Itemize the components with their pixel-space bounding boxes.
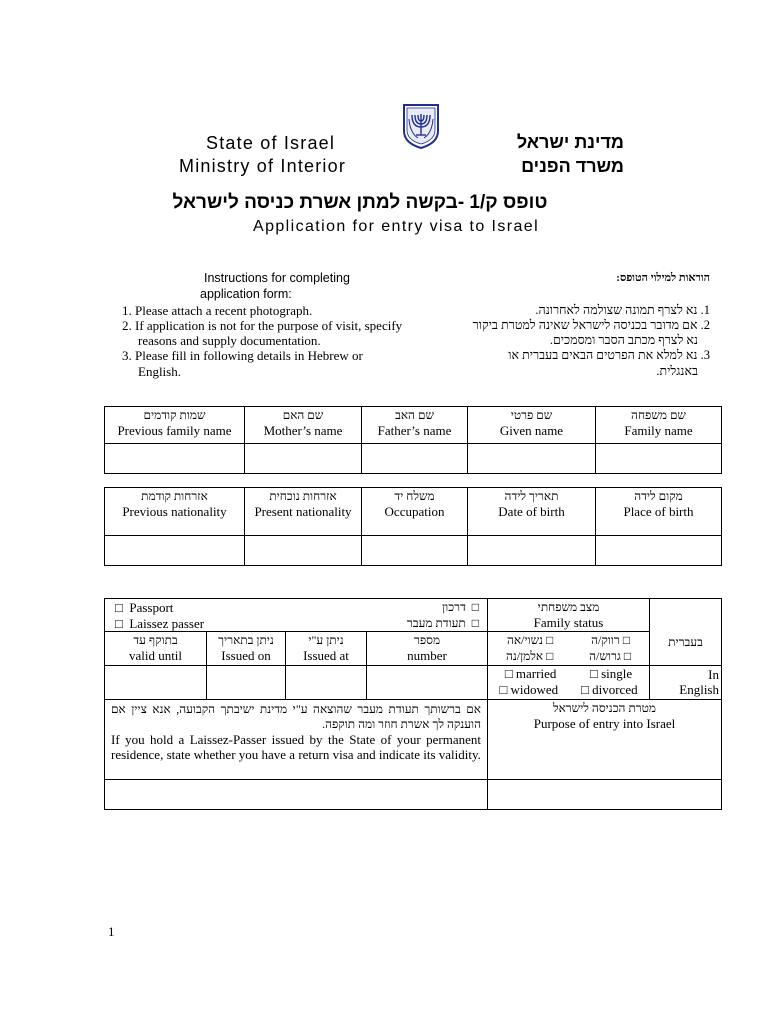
header-previous-nationality: אזרחות קודמת Previous nationality bbox=[105, 488, 245, 536]
single-checkbox-he[interactable]: □ רווק/ה bbox=[591, 633, 631, 647]
instruction-he-3: 3. נא למלא את הפרטים הבאים בעברית או bbox=[508, 348, 710, 362]
valid-until-field[interactable] bbox=[105, 666, 207, 700]
page-number: 1 bbox=[108, 924, 115, 939]
divorced-checkbox-he[interactable]: □ גרוש/ה bbox=[589, 649, 632, 663]
form-title-english: Application for entry visa to Israel bbox=[253, 218, 540, 235]
instruction-en-3b: English. bbox=[138, 364, 181, 379]
given-name-field[interactable] bbox=[468, 444, 596, 474]
header-occupation: משלח יד Occupation bbox=[362, 488, 468, 536]
nationality-table bbox=[104, 487, 722, 566]
occupation-field[interactable] bbox=[362, 536, 468, 566]
state-name-en: State of Israel bbox=[206, 133, 336, 153]
laissez-passer-checkbox[interactable]: □ Laissez passer bbox=[115, 616, 205, 631]
in-english-label: In English bbox=[650, 666, 722, 700]
passport-checkbox-he[interactable]: □ דרכון bbox=[442, 600, 479, 614]
issued-on-header: ניתן בתאריך Issued on bbox=[207, 632, 286, 666]
instruction-en-3: 3. Please fill in following details in Hebrew or bbox=[122, 348, 363, 363]
instructions-heading-en-2: application form: bbox=[200, 287, 292, 301]
header-family-name: שם משפחה Family name bbox=[596, 407, 722, 444]
widowed-checkbox[interactable]: □ widowed bbox=[499, 682, 559, 697]
header-present-nationality: אזרחות נוכחית Present nationality bbox=[245, 488, 362, 536]
number-field[interactable] bbox=[367, 666, 488, 700]
instructions-heading-en: Instructions for completing bbox=[204, 271, 350, 285]
number-header: מספר number bbox=[367, 632, 488, 666]
names-table bbox=[104, 406, 722, 474]
purpose-of-entry-field[interactable] bbox=[488, 780, 722, 810]
document-type-cell bbox=[105, 599, 488, 632]
laissez-passer-checkbox-he[interactable]: □ תעודת מעבר bbox=[406, 616, 479, 630]
header-previous-family-name: שמות קודמים Previous family name bbox=[105, 407, 245, 444]
header-date-of-birth: תאריך לידה Date of birth bbox=[468, 488, 596, 536]
issued-at-header: ניתן ע"י Issued at bbox=[286, 632, 367, 666]
instruction-he-2: 2. אם מדובר בכניסה לישראל שאינה למטרת ביקור bbox=[472, 318, 710, 332]
family-status-header: מצב משפחתי Family status bbox=[488, 599, 650, 632]
menorah-emblem-icon bbox=[401, 103, 441, 149]
issued-on-field[interactable] bbox=[207, 666, 286, 700]
widowed-checkbox-he[interactable]: □ אלמן/נה bbox=[505, 649, 554, 663]
family-status-options-he bbox=[488, 632, 650, 666]
family-status-options-en bbox=[488, 666, 650, 700]
issued-at-field[interactable] bbox=[286, 666, 367, 700]
valid-until-header: בתוקף עד valid until bbox=[105, 632, 207, 666]
purpose-of-entry-header: מטרת הכניסה לישראל Purpose of entry into Israel bbox=[488, 700, 722, 780]
divorced-checkbox[interactable]: □ divorced bbox=[581, 682, 638, 697]
header-place-of-birth: מקום לידה Place of birth bbox=[596, 488, 722, 536]
form-title-hebrew: טופס ק/1 -בקשה למתן אשרת כניסה לישראל bbox=[172, 192, 548, 213]
state-name-he: מדינת ישראל bbox=[516, 132, 624, 152]
in-hebrew-label: בעברית bbox=[650, 599, 722, 666]
instruction-he-2b: נא לצרף מכתב הסבר ומסמכים. bbox=[549, 333, 698, 347]
passport-checkbox[interactable]: □ Passport bbox=[115, 600, 174, 615]
married-checkbox[interactable]: □ married bbox=[504, 666, 557, 681]
header-given-name: שם פרטי Given name bbox=[468, 407, 596, 444]
fathers-name-field[interactable] bbox=[362, 444, 468, 474]
instructions-heading-he: הוראות למילוי הטופס: bbox=[616, 272, 710, 284]
header-mothers-name: שם האם Mother’s name bbox=[245, 407, 362, 444]
date-of-birth-field[interactable] bbox=[468, 536, 596, 566]
instruction-en-2: 2. If application is not for the purpose of visit, specify bbox=[122, 318, 403, 333]
instruction-he-1: 1. נא לצרף תמונה שצולמה לאחרונה. bbox=[535, 303, 710, 317]
present-nationality-field[interactable] bbox=[245, 536, 362, 566]
previous-nationality-field[interactable] bbox=[105, 536, 245, 566]
mothers-name-field[interactable] bbox=[245, 444, 362, 474]
family-name-field[interactable] bbox=[596, 444, 722, 474]
previous-family-name-field[interactable] bbox=[105, 444, 245, 474]
return-visa-field[interactable] bbox=[105, 780, 488, 810]
place-of-birth-field[interactable] bbox=[596, 536, 722, 566]
laissez-passer-note: אם ברשותך תעודת מעבר שהוצאה ע"י מדינת ישיבתך הקבועה, אנא ציין אם הוענקה לך אשרת חוזר ומה תוקפה. If you hold a Laissez-Passer issued by the State of your permanent residence, state whether you have a return visa and indicate its validity. bbox=[105, 700, 488, 780]
single-checkbox[interactable]: □ single bbox=[589, 666, 633, 681]
married-checkbox-he[interactable]: □ נשוי/אה bbox=[506, 633, 554, 647]
passport-status-table bbox=[104, 598, 722, 810]
instruction-he-3b: באנגלית. bbox=[656, 364, 698, 378]
instruction-en-1: 1. Please attach a recent photograph. bbox=[122, 303, 313, 318]
ministry-name-en: Ministry of Interior bbox=[179, 156, 347, 176]
header-fathers-name: שם האב Father’s name bbox=[362, 407, 468, 444]
instruction-en-2b: reasons and supply documentation. bbox=[138, 333, 321, 348]
ministry-name-he: משרד הפנים bbox=[521, 156, 624, 176]
